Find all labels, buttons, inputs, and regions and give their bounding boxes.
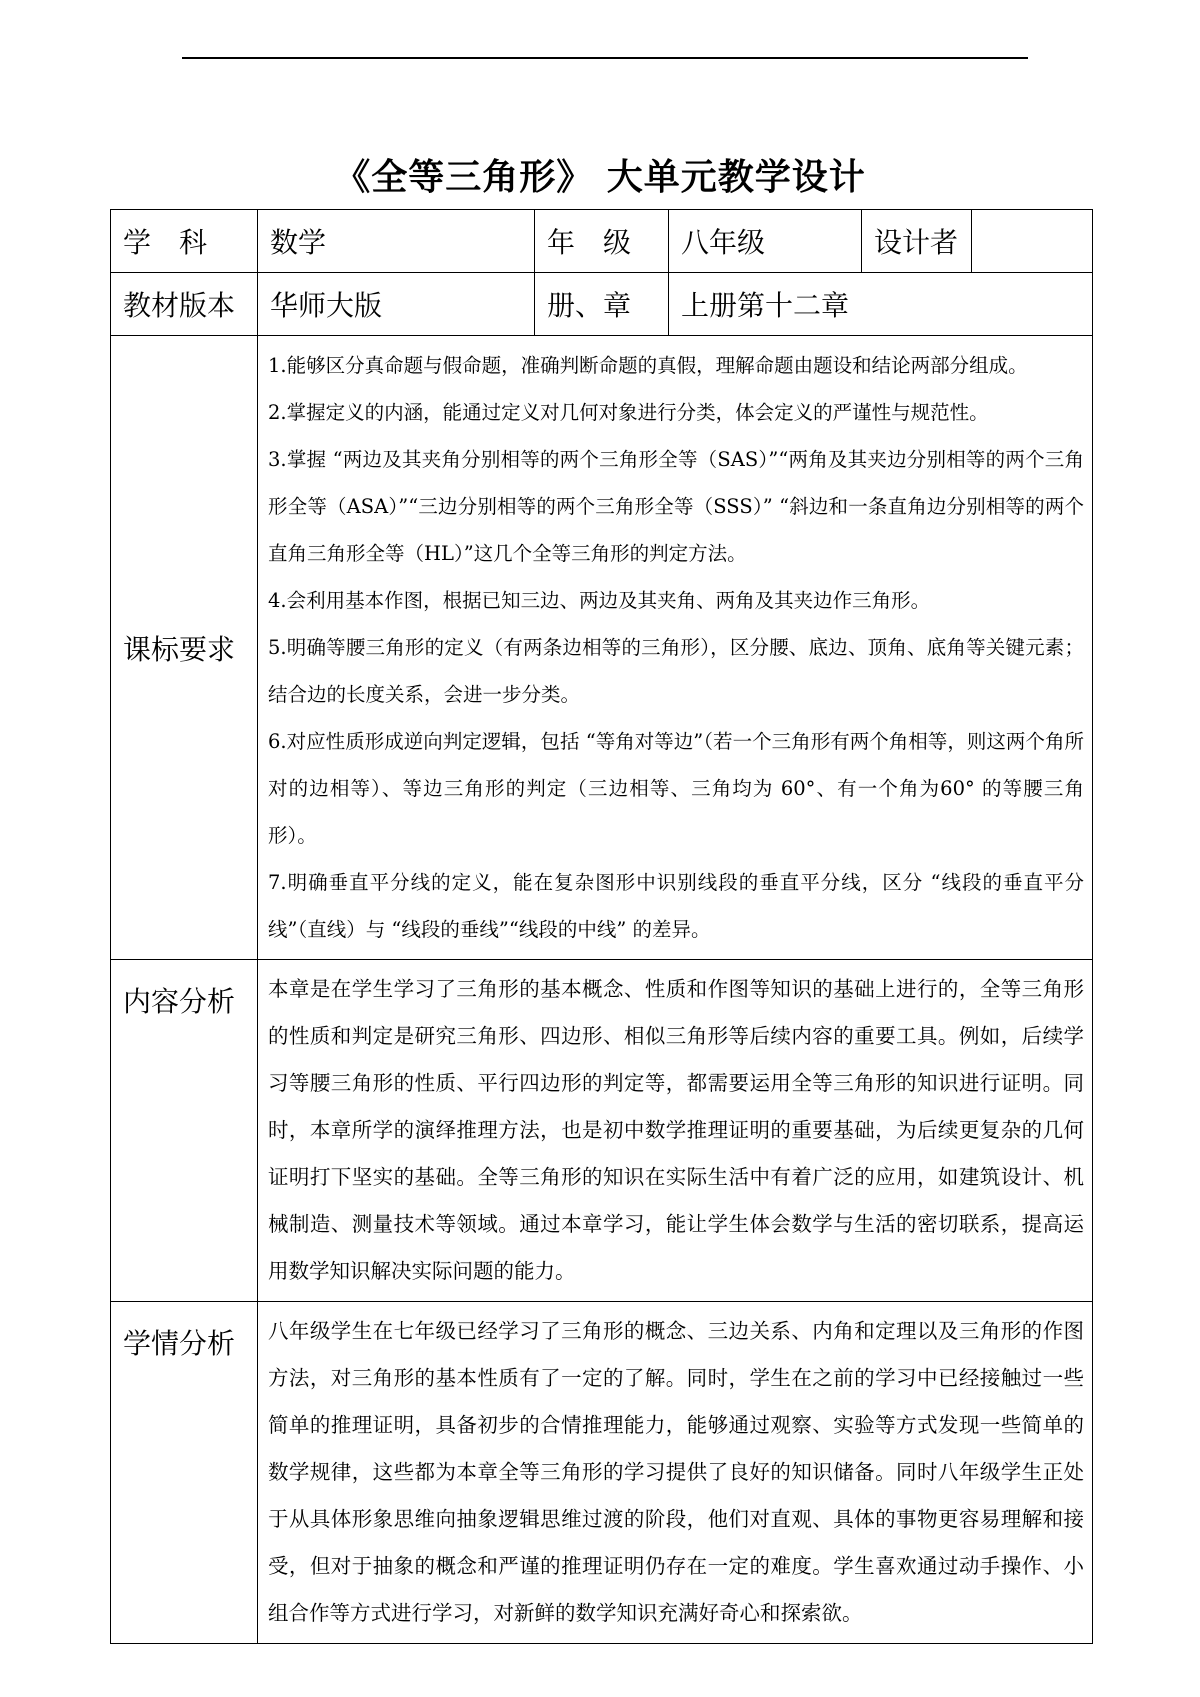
design-table [110, 209, 1093, 1644]
grade-label: 年 级 [535, 210, 669, 273]
curriculum-item: 5.明确等腰三角形的定义（有两条边相等的三角形），区分腰、底边、顶角、底角等关键元素；结合边的长度关系，会进一步分类。 [268, 636, 1084, 706]
designer-label: 设计者 [862, 210, 972, 273]
curriculum-requirements [258, 336, 1093, 960]
header-row-1 [111, 210, 1093, 273]
learner-analysis-row [111, 1302, 1093, 1644]
content-analysis-row [111, 960, 1093, 1302]
subject-value: 数学 [258, 210, 535, 273]
subject-label: 学 科 [111, 210, 258, 273]
learner-analysis-text [258, 1302, 1093, 1644]
document-title: 《全等三角形》 大单元教学设计 [334, 157, 866, 198]
curriculum-item: 1.能够区分真命题与假命题，准确判断命题的真假，理解命题由题设和结论两部分组成。 [268, 354, 1028, 377]
header-row-2 [111, 273, 1093, 336]
header-rule [182, 57, 1028, 59]
textbook-value: 华师大版 [258, 273, 535, 336]
chapter-value: 上册第十二章 [669, 273, 1093, 336]
designer-value [972, 210, 1093, 273]
curriculum-item: 2.掌握定义的内涵，能通过定义对几何对象进行分类，体会定义的严谨性与规范性。 [268, 401, 989, 424]
content-analysis-text [258, 960, 1093, 1302]
curriculum-row [111, 336, 1093, 960]
grade-value: 八年级 [669, 210, 862, 273]
curriculum-item: 3.掌握 “两边及其夹角分别相等的两个三角形全等（SAS）”“两角及其夹边分别相等的两个三角形全等（ASA）”“三边分别相等的两个三角形全等（SSS）” “斜边和一条直角边分别相等的两个直角三角形全等（HL）”这几个全等三角形的判定方法。 [268, 448, 1084, 565]
textbook-label: 教材版本 [111, 273, 258, 336]
curriculum-label: 课标要求 [111, 336, 258, 960]
chapter-label: 册、章 [535, 273, 669, 336]
learner-analysis-label: 学情分析 [111, 1302, 258, 1644]
learner-analysis-paragraph: 八年级学生在七年级已经学习了三角形的概念、三边关系、内角和定理以及三角形的作图方法，对三角形的基本性质有了一定的了解。同时，学生在之前的学习中已经接触过一些简单的推理证明，具备初步的合情推理能力，能够通过观察、实验等方式发现一些简单的数学规律，这些都为本章全等三角形的学习提供了良好的知识储备。同时八年级学生正处于从具体形象思维向抽象逻辑思维过渡的阶段，他们对直观、具体的事物更容易理解和接受，但对于抽象的概念和严谨的推理证明仍存在一定的难度。学生喜欢通过动手操作、小组合作等方式进行学习，对新鲜的数学知识充满好奇心和探索欲。 [268, 1319, 1084, 1625]
content-analysis-label: 内容分析 [111, 960, 258, 1302]
curriculum-item: 7.明确垂直平分线的定义，能在复杂图形中识别线段的垂直平分线，区分 “线段的垂直平分线”（直线）与 “线段的垂线”“线段的中线” 的差异。 [268, 871, 1084, 941]
curriculum-item: 4.会利用基本作图，根据已知三边、两边及其夹角、两角及其夹边作三角形。 [268, 589, 931, 612]
curriculum-item: 6.对应性质形成逆向判定逻辑，包括 “等角对等边”（若一个三角形有两个角相等，则这两个角所对的边相等）、等边三角形的判定（三边相等、三角均为 60°、有一个角为60° 的等腰三角形）。 [268, 730, 1084, 847]
content-analysis-paragraph: 本章是在学生学习了三角形的基本概念、性质和作图等知识的基础上进行的，全等三角形的性质和判定是研究三角形、四边形、相似三角形等后续内容的重要工具。例如，后续学习等腰三角形的性质、平行四边形的判定等，都需要运用全等三角形的知识进行证明。同时，本章所学的演绎推理方法，也是初中数学推理证明的重要基础，为后续更复杂的几何证明打下坚实的基础。全等三角形的知识在实际生活中有着广泛的应用，如建筑设计、机械制造、测量技术等领域。通过本章学习，能让学生体会数学与生活的密切联系，提高运用数学知识解决实际问题的能力。 [268, 977, 1084, 1283]
